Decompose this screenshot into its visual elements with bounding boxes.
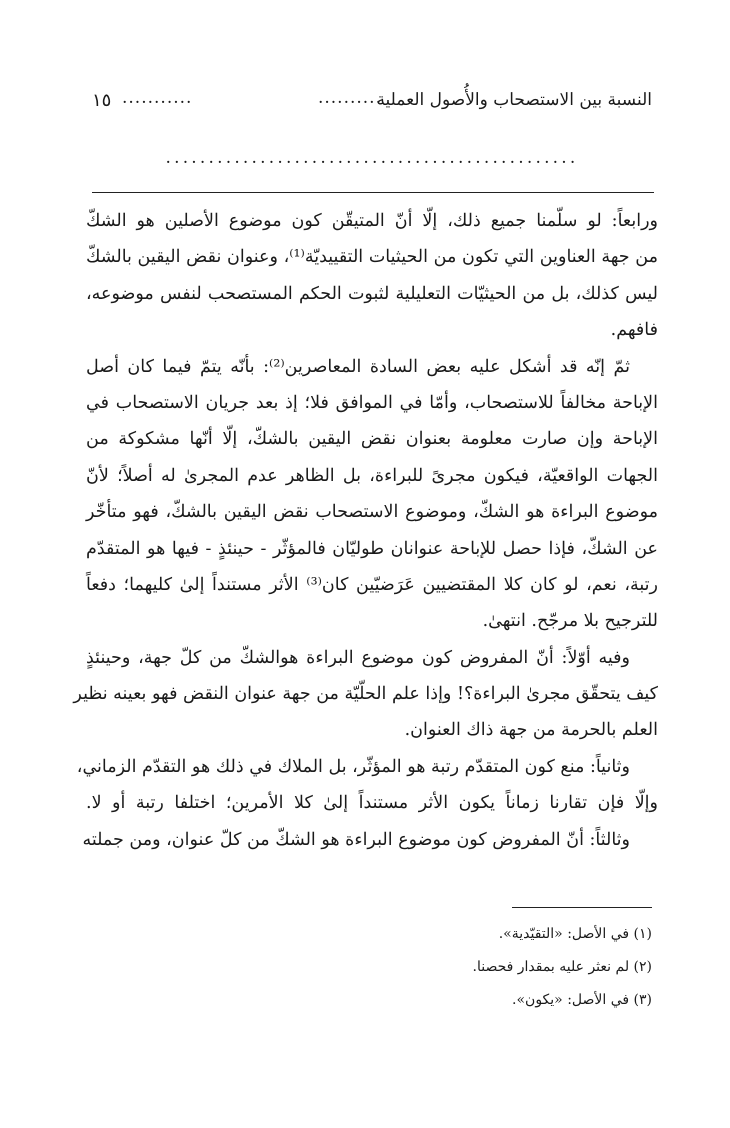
running-header [92, 88, 652, 118]
text-line: ليس كذلك، بل من الحيثيّات التعليلية لثبوت الحكم المستصحب لنفس موضوعه، [86, 283, 658, 304]
main-text [73, 203, 659, 858]
text-line: عن الشكّ، فإذا حصل للإباحة عنوانان طوليّان فالمؤثّر - حينئذٍ - فيها هو المتقدّم [86, 538, 658, 559]
page-number: ١٥ [92, 90, 112, 111]
text-line: من جهة العناوين التي تكون من الحيثيات التقييديّة⁽¹⁾، وعنوان نقض اليقين بالشكّ [86, 247, 658, 268]
text-line: وإلّا فإن تقارنا زماناً يكون الأثر مستنداً إلىٰ كلا الأمرين؛ اختلفا رتبة أو لا. [86, 793, 658, 814]
text-line: ورابعاً: لو سلّمنا جميع ذلك، إلّا أنّ المتيقّن كون موضوع الأصلين هو الشكّ [86, 211, 658, 231]
text-line: فافهم. [610, 320, 658, 341]
footnotes [300, 918, 652, 1017]
footnote: (١) في الأصل: «التقيّدية». [498, 926, 652, 942]
text-line: رتبة، نعم، لو كان كلا المقتضيين عَرَضيّين كان⁽³⁾ الأثر مستنداً إلىٰ كليهما؛ دفعاً [86, 574, 659, 595]
header-leader-dots: .......... [317, 88, 382, 108]
text-line: الإباحة مخالفاً للاستصحاب، وأمّا في الموافق فلا؛ إذ بعد جريان الاستصحاب في [86, 392, 658, 413]
text-line: العلم بالحرمة من جهة ذاك العنوان. [404, 720, 658, 741]
text-line: الجهات الواقعيّة، فيكون مجرىً للبراءة، بل الظاهر عدم المجرىٰ له أصلاً؛ لأنّ [86, 465, 658, 486]
footnote: (٢) لم نعثر عليه بمقدار فحصنا. [472, 959, 652, 975]
text-line: ثمّ إنّه قد أشكل عليه بعض السادة المعاصرين⁽²⁾: بأنّه يتمّ فيما كان أصل [86, 356, 630, 377]
text-line: كيف يتحقّق مجرىٰ البراءة؟! وإذا علم الحلّيّة من جهة عنوان النقض فهو بعينه نظير [73, 684, 658, 705]
text-line: وفيه أوّلاً: أنّ المفروض كون موضوع البراءة هوالشكّ من كلّ جهة، وحينئذٍ [86, 647, 630, 668]
header-leader-dots-2: ........... [122, 88, 193, 108]
footnote-rule [512, 907, 652, 908]
text-line: وثالثاً: أنّ المفروض كون موضوع البراءة هو الشكّ من كلّ عنوان، ومن جملته [82, 829, 630, 850]
running-title: النسبة بين الاستصحاب والأُصول العملية [376, 90, 652, 110]
text-line: الإباحة وإن صارت معلومة بعنوان نقض اليقين بالشكّ، إلّا أنّها مشكوكة من [86, 429, 658, 450]
text-line: للترجيح بلا مرجّح. انتهىٰ. [482, 611, 658, 632]
text-line: وثانياً: منع كون المتقدّم رتبة هو المؤثّر، بل الملاك في ذلك هو التقدّم الزماني، [76, 756, 630, 777]
dotted-separator: ................................................ [165, 148, 579, 168]
footnote: (٣) في الأصل: «يكون». [512, 992, 652, 1008]
header-rule [92, 192, 654, 193]
text-line: موضوع البراءة هو الشكّ، وموضوع الاستصحاب نقض اليقين بالشكّ، فهو متأخّر [86, 502, 658, 523]
